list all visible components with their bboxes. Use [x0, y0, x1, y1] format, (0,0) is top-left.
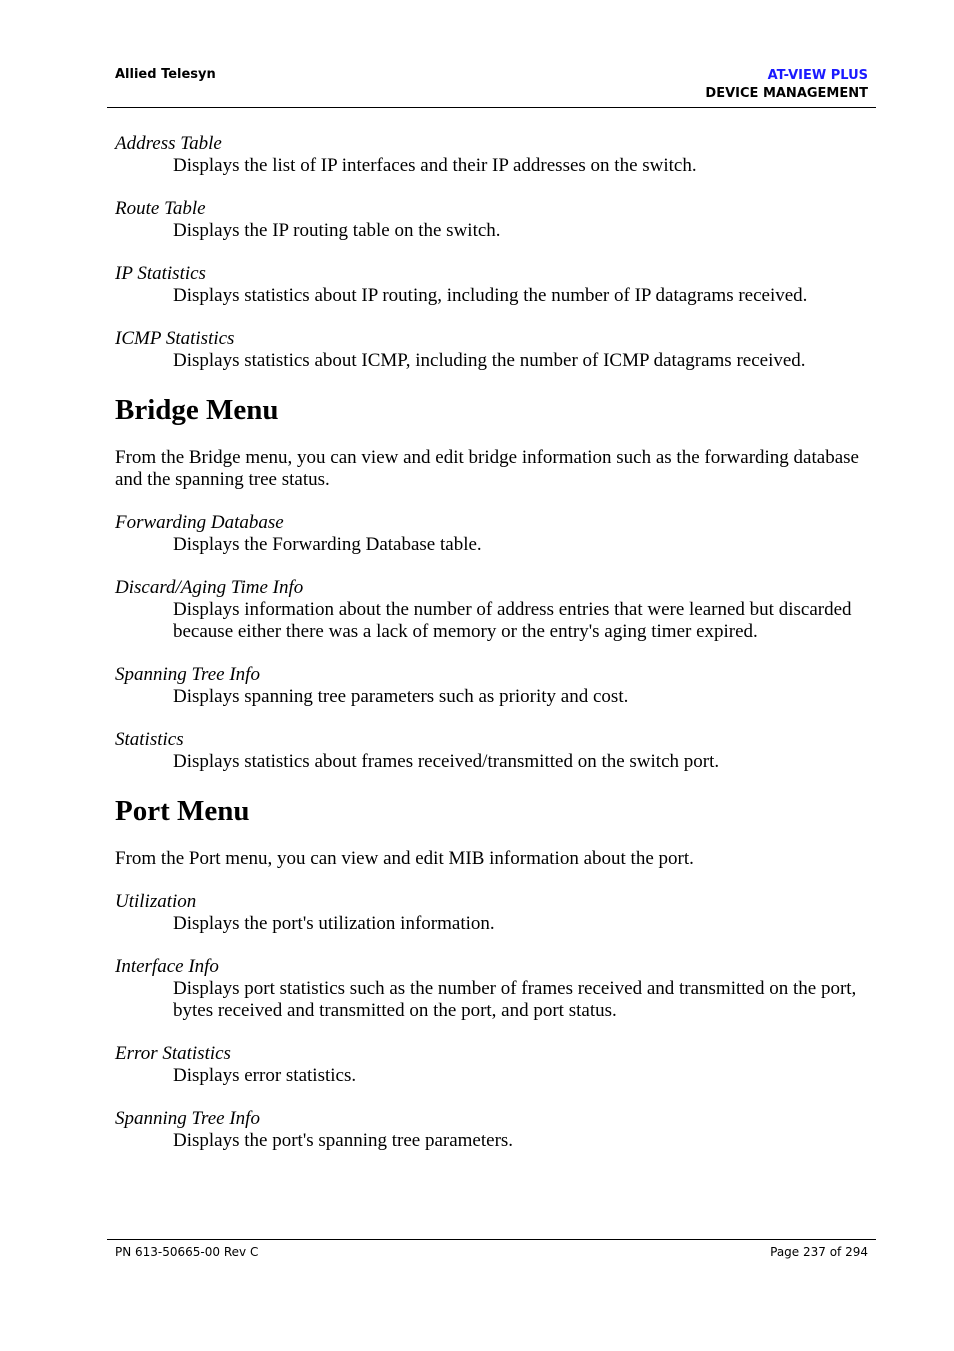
definition-term: Forwarding Database	[115, 512, 284, 533]
definition-term: Discard/Aging Time Info	[115, 577, 304, 598]
definition-description: Displays the IP routing table on the switch.	[173, 220, 501, 241]
definition-description: Displays port statistics such as the number of frames received and transmitted on the port, bytes received and transmitted on the port, and port status.	[173, 978, 857, 1021]
definition-term: Address Table	[115, 133, 222, 154]
footer-divider	[107, 1239, 876, 1240]
definition-item	[115, 729, 875, 773]
definition-description: Displays statistics about IP routing, including the number of IP datagrams received.	[173, 285, 808, 306]
definition-term: Route Table	[115, 198, 206, 219]
header-section: DEVICE MANAGEMENT	[705, 86, 868, 101]
definition-term: Spanning Tree Info	[115, 664, 260, 685]
bridge-menu-heading: Bridge Menu	[115, 394, 279, 426]
definition-item	[115, 198, 875, 242]
page-body	[115, 133, 875, 1173]
definition-item	[115, 512, 875, 556]
definition-term: Error Statistics	[115, 1043, 231, 1064]
definition-item	[115, 263, 875, 307]
footer-part-number: PN 613-50665-00 Rev C	[115, 1245, 259, 1259]
definition-item	[115, 133, 875, 177]
port-menu-intro: From the Port menu, you can view and edit MIB information about the port.	[115, 848, 694, 869]
definition-term: Statistics	[115, 729, 184, 750]
definition-item	[115, 577, 875, 643]
header-company: Allied Telesyn	[115, 67, 216, 82]
definition-description: Displays error statistics.	[173, 1065, 357, 1086]
definition-term: IP Statistics	[115, 263, 206, 284]
header-product: AT-VIEW PLUS	[767, 68, 868, 83]
definition-item	[115, 891, 875, 935]
definition-term: Interface Info	[115, 956, 219, 977]
definition-description: Displays the list of IP interfaces and their IP addresses on the switch.	[173, 155, 697, 176]
definition-item	[115, 328, 875, 372]
header-divider	[107, 107, 876, 108]
definition-description: Displays the port's utilization information.	[173, 913, 495, 934]
definition-item	[115, 664, 875, 708]
definition-term: ICMP Statistics	[115, 328, 235, 349]
port-menu-heading: Port Menu	[115, 795, 250, 827]
definition-description: Displays information about the number of address entries that were learned but discarded because either there was a lack of memory or the entry's aging timer expired.	[173, 599, 852, 642]
definition-description: Displays the port's spanning tree parameters.	[173, 1130, 514, 1151]
definition-item	[115, 956, 875, 1022]
definition-item	[115, 1108, 875, 1152]
definition-description: Displays spanning tree parameters such as priority and cost.	[173, 686, 629, 707]
definition-term: Spanning Tree Info	[115, 1108, 260, 1129]
definition-term: Utilization	[115, 891, 197, 912]
bridge-menu-intro: From the Bridge menu, you can view and edit bridge information such as the forwarding database and the spanning tree status.	[115, 447, 859, 490]
footer-page-number: Page 237 of 294	[770, 1245, 868, 1259]
definition-description: Displays statistics about ICMP, including the number of ICMP datagrams received.	[173, 350, 806, 371]
definition-description: Displays the Forwarding Database table.	[173, 534, 482, 555]
definition-description: Displays statistics about frames received/transmitted on the switch port.	[173, 751, 720, 772]
definition-item	[115, 1043, 875, 1087]
header-title-block	[705, 67, 868, 103]
